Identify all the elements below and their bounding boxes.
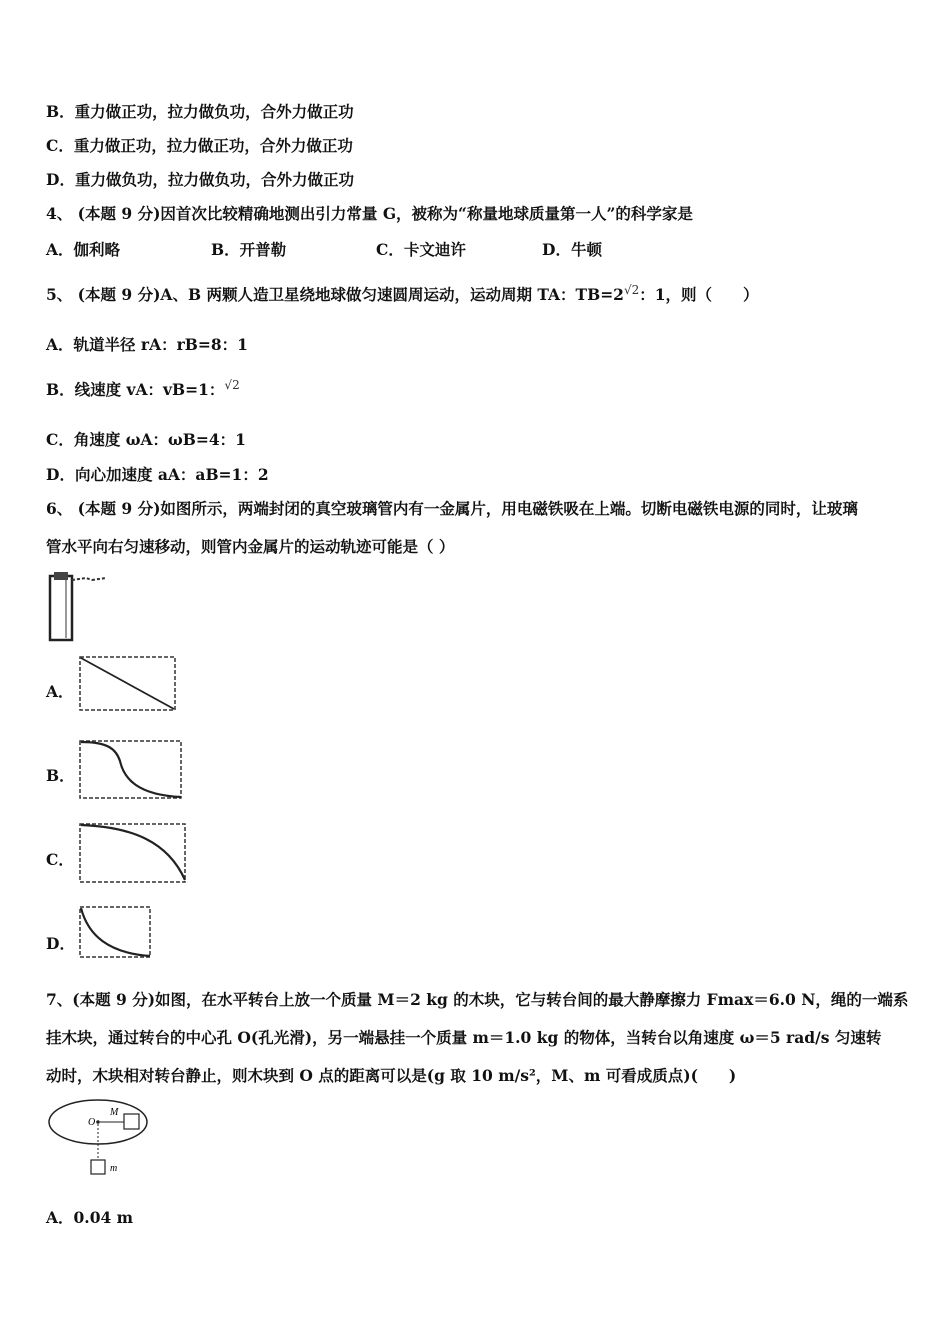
q4-stem: 4、 (本题 9 分)因首次比较精确地测出引力常量 G，被称为“称量地球质量第一人”的科学家是 — [46, 204, 693, 223]
q6-stem-line2: 管水平向右匀速移动，则管内金属片的运动轨迹可能是（ ） — [46, 537, 455, 556]
q6-tube-figure — [46, 570, 116, 644]
center-hole-O — [96, 1120, 100, 1124]
option-d-frame — [80, 907, 150, 957]
glass-tube — [50, 576, 72, 640]
option-d-trajectory — [81, 908, 150, 956]
q6-option-b-figure — [78, 739, 184, 801]
q5-option-b — [46, 375, 240, 400]
electromagnet — [54, 572, 68, 580]
q6-option-a-label: A． — [46, 682, 74, 701]
q6-option-c-figure — [78, 822, 188, 886]
q3-option-d: D．重力做负功，拉力做负功，合外力做正功 — [46, 170, 354, 189]
q7-turntable-figure — [44, 1098, 154, 1180]
q5-option-b-text: B．线速度 vA：vB=1： — [46, 380, 225, 400]
q3-option-c: C．重力做正功，拉力做正功，合外力做正功 — [46, 136, 353, 155]
q3-option-b: B．重力做正功，拉力做负功，合外力做正功 — [46, 102, 354, 121]
q5-sqrt-2: √2 — [623, 283, 640, 297]
q6-option-d-figure — [78, 905, 154, 961]
q7-option-a: A．0.04 m — [46, 1208, 134, 1227]
option-c-trajectory — [81, 825, 185, 880]
q4-option-d: D．牛顿 — [542, 240, 602, 259]
q5-stem — [46, 280, 759, 305]
q5-stem-part-b: ：1，则（ ） — [639, 285, 759, 305]
label-O: O — [88, 1117, 96, 1128]
q5-option-c: C．角速度 ωA：ωB=4：1 — [46, 430, 246, 449]
q5-option-b-sqrt: √2 — [224, 378, 240, 392]
q7-stem-line1: 7、(本题 9 分)如图，在水平转台上放一个质量 M＝2 kg 的木块，它与转台间的最大静摩擦力 Fmax＝6.0 N，绳的一端系 — [46, 990, 909, 1009]
q5-stem-part-a: 5、 (本题 9 分)A、B 两颗人造卫星绕地球做匀速圆周运动，运动周期 TA：TB=2 — [46, 285, 624, 305]
q6-stem-line1: 6、 (本题 9 分)如图所示，两端封闭的真空玻璃管内有一金属片，用电磁铁吸在上端。切断电磁铁电源的同时，让玻璃 — [46, 499, 858, 518]
q4-option-b: B．开普勒 — [211, 240, 287, 259]
option-b-trajectory — [81, 742, 181, 797]
block-M — [124, 1114, 139, 1129]
q7-stem-line2: 挂木块，通过转台的中心孔 O(孔光滑)，另一端悬挂一个质量 m＝1.0 kg 的物体，当转台以角速度 ω＝5 rad/s 匀速转 — [46, 1028, 882, 1047]
q5-option-d: D．向心加速度 aA：aB=1：2 — [46, 465, 269, 484]
block-m — [91, 1160, 105, 1174]
q6-option-a-figure — [78, 655, 178, 715]
q7-stem-line3: 动时，木块相对转台静止，则木块到 O 点的距离可以是(g 取 10 m/s²，M、m 可看成质点)( ) — [46, 1066, 737, 1085]
option-a-trajectory — [81, 658, 174, 709]
option-b-frame — [80, 741, 181, 798]
q4-option-a: A．伽利略 — [46, 240, 121, 259]
q6-option-d-label: D． — [46, 934, 75, 953]
q5-option-a: A．轨道半径 rA：rB=8：1 — [46, 335, 248, 354]
label-m: m — [110, 1163, 118, 1174]
q4-option-c: C．卡文迪许 — [376, 240, 466, 259]
velocity-arrow-tail — [92, 578, 106, 580]
velocity-arrow-icon — [72, 578, 92, 580]
label-M: M — [110, 1107, 119, 1118]
q6-option-b-label: B． — [46, 766, 75, 785]
q6-option-c-label: C． — [46, 850, 74, 869]
